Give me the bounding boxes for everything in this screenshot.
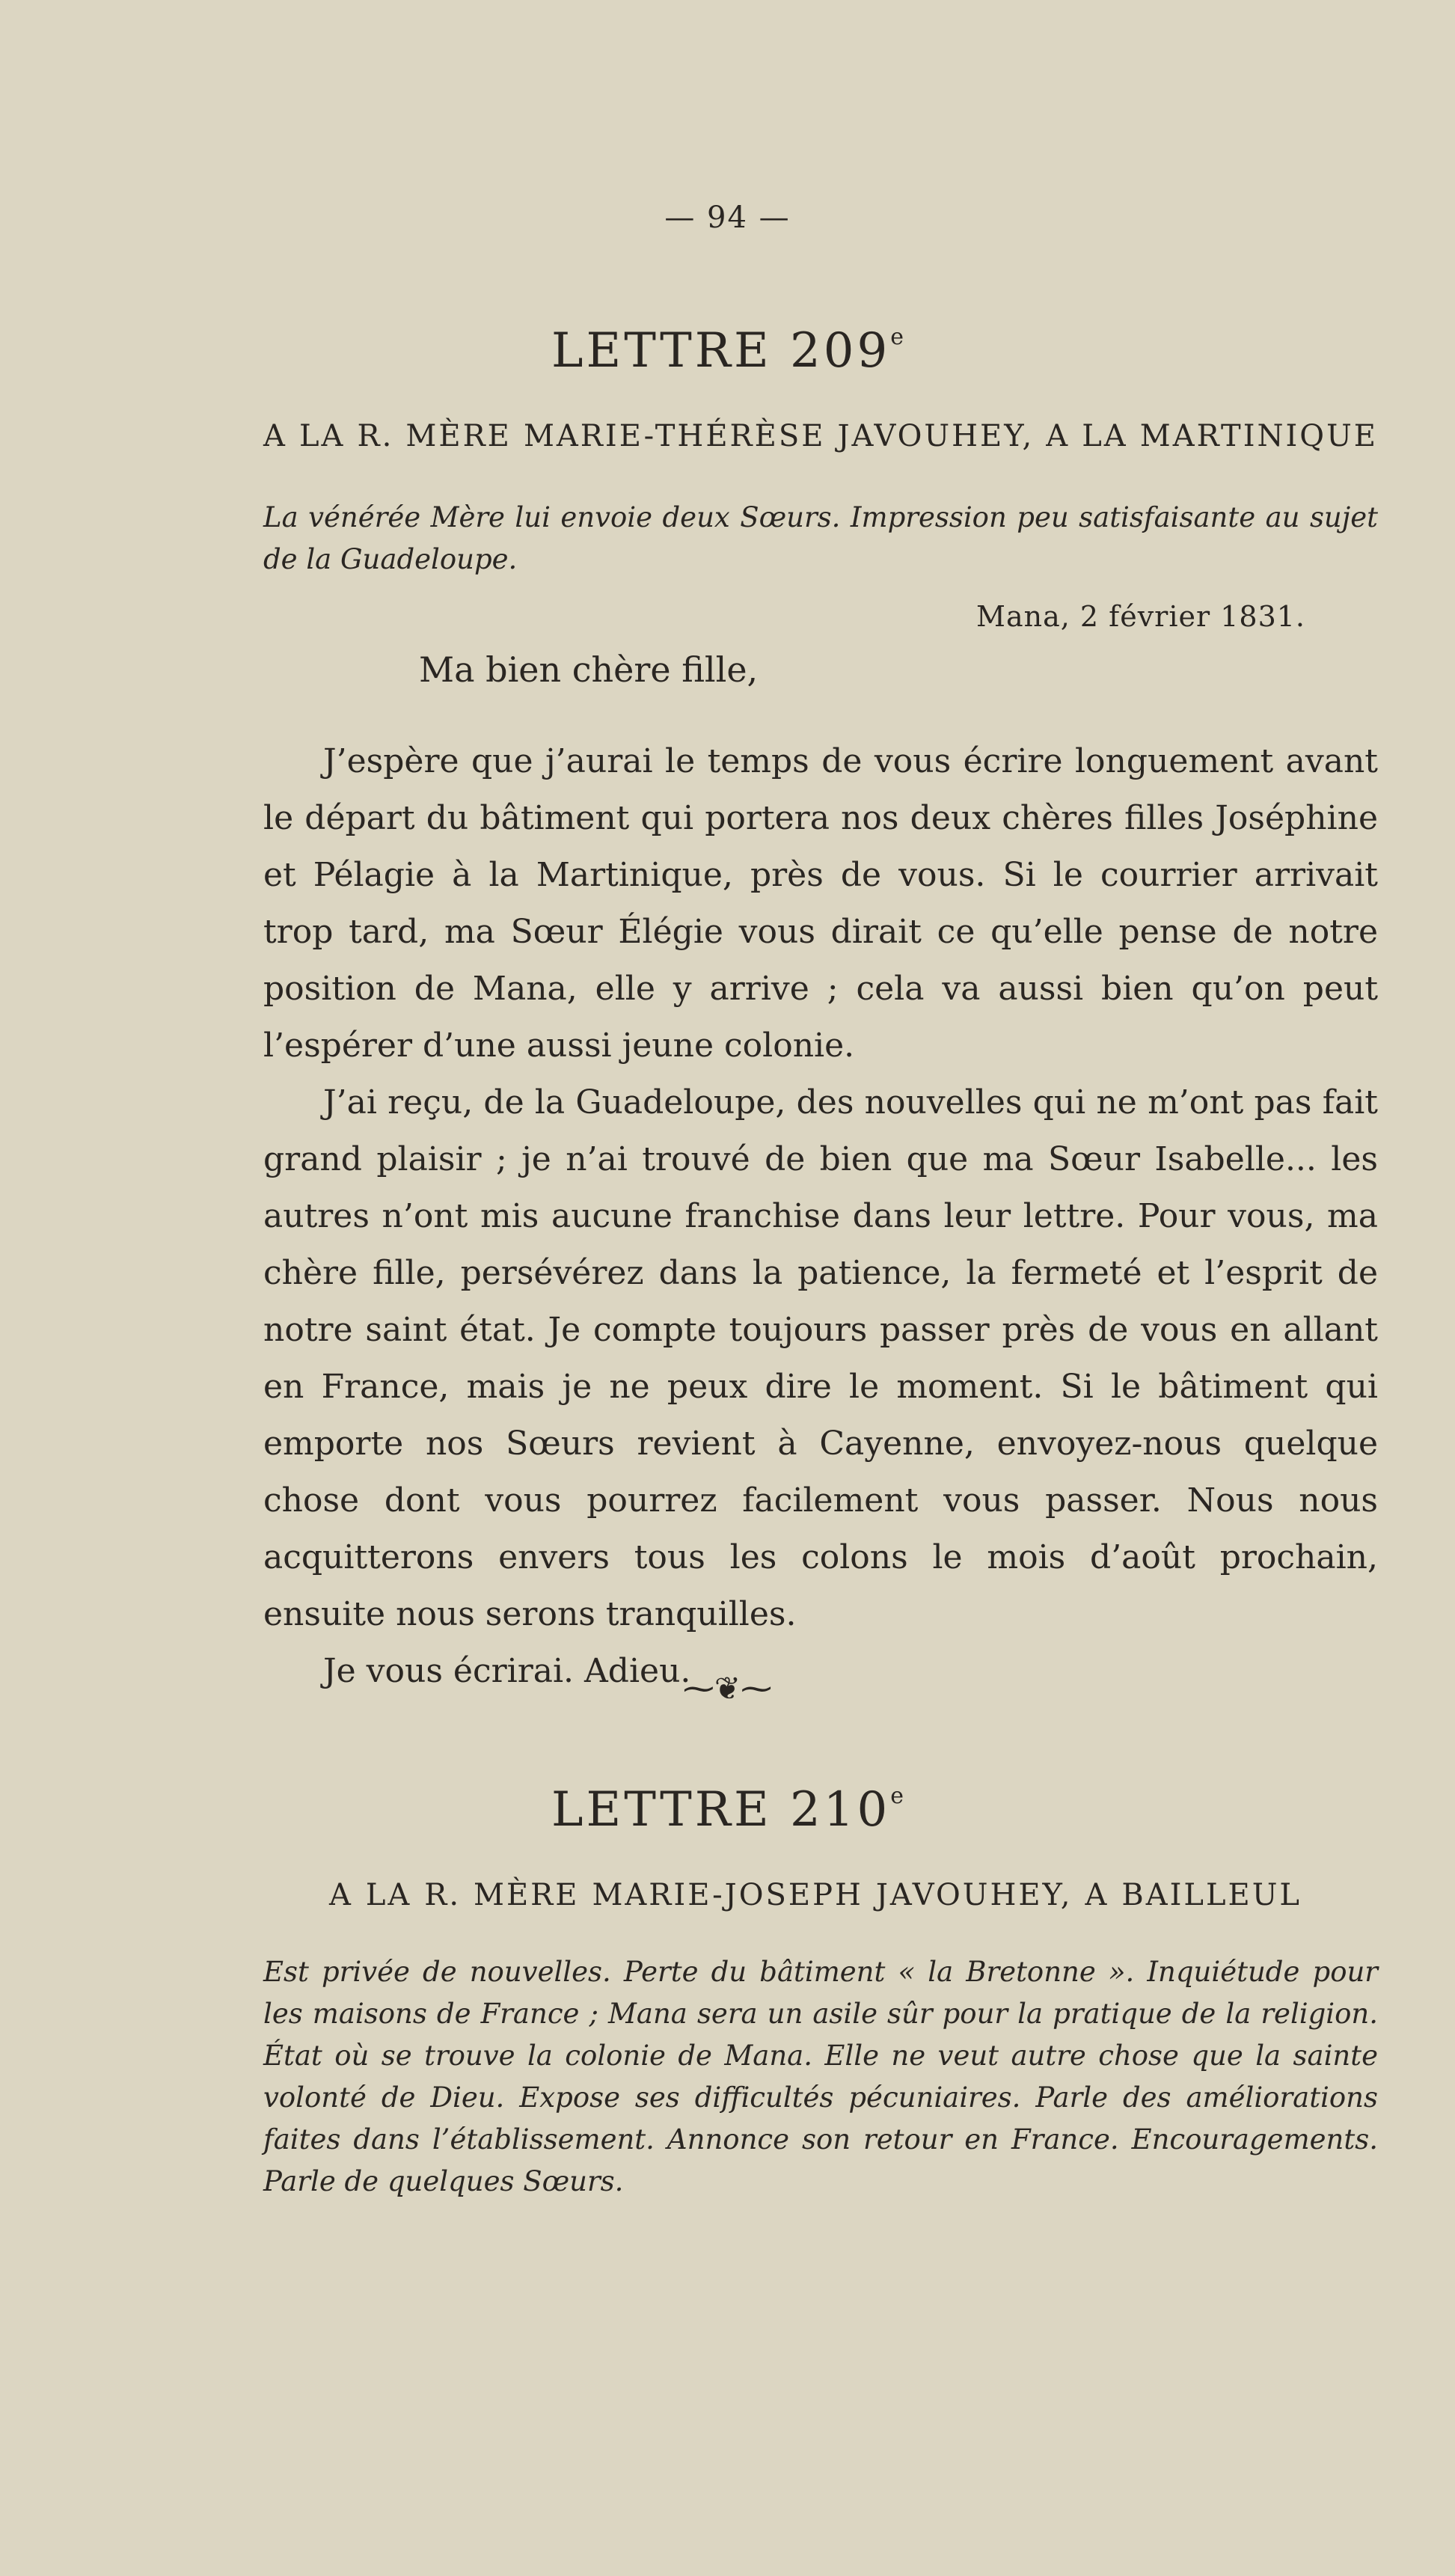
- letter-210-recipient: A LA R. MÈRE MARIE-JOSEPH JAVOUHEY, A BAILLEUL: [329, 1878, 1302, 1912]
- letter-209-title: [0, 323, 1455, 379]
- letter-209-paragraph: J’ai reçu, de la Guadeloupe, des nouvelles qui ne m’ont pas fait grand plaisir ; je n’ai trouvé de bien que ma Sœur Isabelle... les autres n’ont mis aucune franchise dans leur lettre. Pour vous, ma chère fille, persévérez dans la patience, la fermeté et l’esprit de notre saint état. Je compte toujours passer près de vous en allant en France, mais je ne peux dire le moment. Si le bâtiment qui emporte nos Sœurs revient à Cayenne, envoyez-nous quelque chose dont vous pourrez facilement vous passer. Nous nous acquitterons envers tous les colons le mois d’août prochain, ensuite nous serons tranquilles.: [263, 1083, 1378, 1633]
- section-ornament: ⁓❦⁓: [682, 1670, 773, 1707]
- letter-209-summary: La vénérée Mère lui envoie deux Sœurs. Impression peu satisfaisante au sujet de la Guadeloupe.: [263, 501, 1378, 575]
- letter-209-title-text: LETTRE 209: [551, 323, 891, 379]
- letter-210-summary: Est privée de nouvelles. Perte du bâtiment « la Bretonne ». Inquiétude pour les maisons de France ; Mana sera un asile sûr pour la pratique de la religion. État où se trouve la colonie de Mana. Elle ne veut autre chose que la sainte volonté de Dieu. Expose ses difficultés pécuniaires. Parle des améliorations faites dans l’établissement. Annonce son retour en France. Encouragements. Parle de quelques Sœurs.: [263, 1956, 1378, 2197]
- letter-210-title: [0, 1782, 1455, 1838]
- letter-209-recipient: A LA R. MÈRE MARIE-THÉRÈSE JAVOUHEY, A LA MARTINIQUE: [263, 419, 1378, 453]
- letter-210-title-text: LETTRE 210: [551, 1782, 891, 1838]
- page-number: — 94 —: [664, 201, 791, 235]
- letter-209-salutation: Ma bien chère fille,: [419, 649, 759, 690]
- letter-209-body: [263, 733, 1378, 1700]
- letter-209-title-suffix: e: [890, 324, 904, 350]
- letter-209-date: Mana, 2 février 1831.: [976, 600, 1305, 633]
- letter-210-title-suffix: e: [890, 1783, 904, 1809]
- letter-209-paragraph: J’espère que j’aurai le temps de vous écrire longuement avant le départ du bâtiment qui portera nos deux chères filles Joséphine et Pélagie à la Martinique, près de vous. Si le courrier arrivait trop tard, ma Sœur Élégie vous dirait ce qu’elle pense de notre position de Mana, elle y arrive ; cela va aussi bien qu’on peut l’espérer d’une aussi jeune colonie.: [263, 742, 1378, 1065]
- letter-209-paragraph: Je vous écrirai. Adieu.: [323, 1652, 691, 1690]
